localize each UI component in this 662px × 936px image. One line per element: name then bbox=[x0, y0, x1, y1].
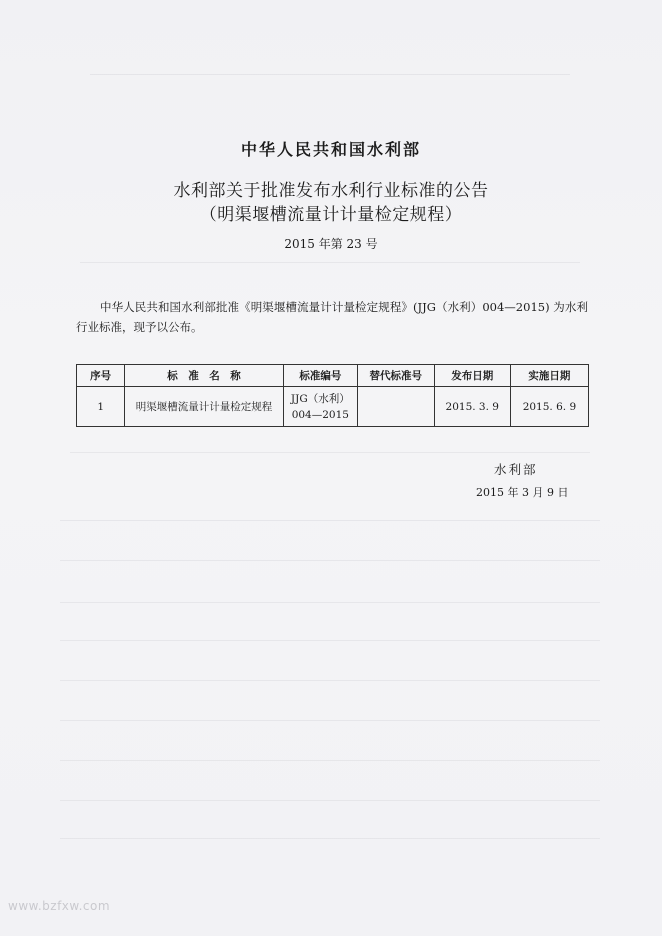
table-header-row bbox=[77, 365, 589, 387]
col-header-index: 序号 bbox=[77, 365, 125, 387]
col-header-name: 标 准 名 称 bbox=[125, 365, 283, 387]
issuer-heading: 中华人民共和国水利部 bbox=[240, 140, 421, 159]
col-header-replaced: 替代标准号 bbox=[357, 365, 434, 387]
col-header-code: 标准编号 bbox=[283, 365, 357, 387]
document-number: 2015 年第 23 号 bbox=[284, 237, 378, 251]
cell-replaced bbox=[357, 387, 434, 427]
col-header-issue-date: 发布日期 bbox=[434, 365, 510, 387]
cell-code-line1: JJG（水利） bbox=[290, 392, 350, 405]
signature-date: 2015 年 3 月 9 日 bbox=[476, 486, 569, 499]
cell-code-line2: 004—2015 bbox=[291, 408, 349, 421]
signature-org: 水利部 bbox=[494, 462, 538, 477]
cell-effective-date: 2015. 6. 9 bbox=[510, 387, 588, 427]
cell-name: 明渠堰槽流量计计量检定规程 bbox=[125, 387, 283, 427]
col-header-effective-date: 实施日期 bbox=[510, 365, 588, 387]
table-row bbox=[77, 387, 589, 427]
cell-issue-date: 2015. 3. 9 bbox=[434, 387, 510, 427]
site-watermark: www.bzfxw.com bbox=[8, 899, 111, 913]
cell-index: 1 bbox=[77, 387, 125, 427]
announcement-subtitle: （明渠堰槽流量计计量检定规程） bbox=[199, 205, 463, 225]
cell-code bbox=[283, 387, 357, 427]
standards-table bbox=[76, 364, 589, 427]
announcement-paragraph: 中华人民共和国水利部批准《明渠堰槽流量计计量检定规程》(JJG（水利）004—2015) 为水利行业标准，现予以公布。 bbox=[76, 299, 588, 334]
announcement-title: 水利部关于批准发布水利行业标准的公告 bbox=[173, 181, 489, 201]
